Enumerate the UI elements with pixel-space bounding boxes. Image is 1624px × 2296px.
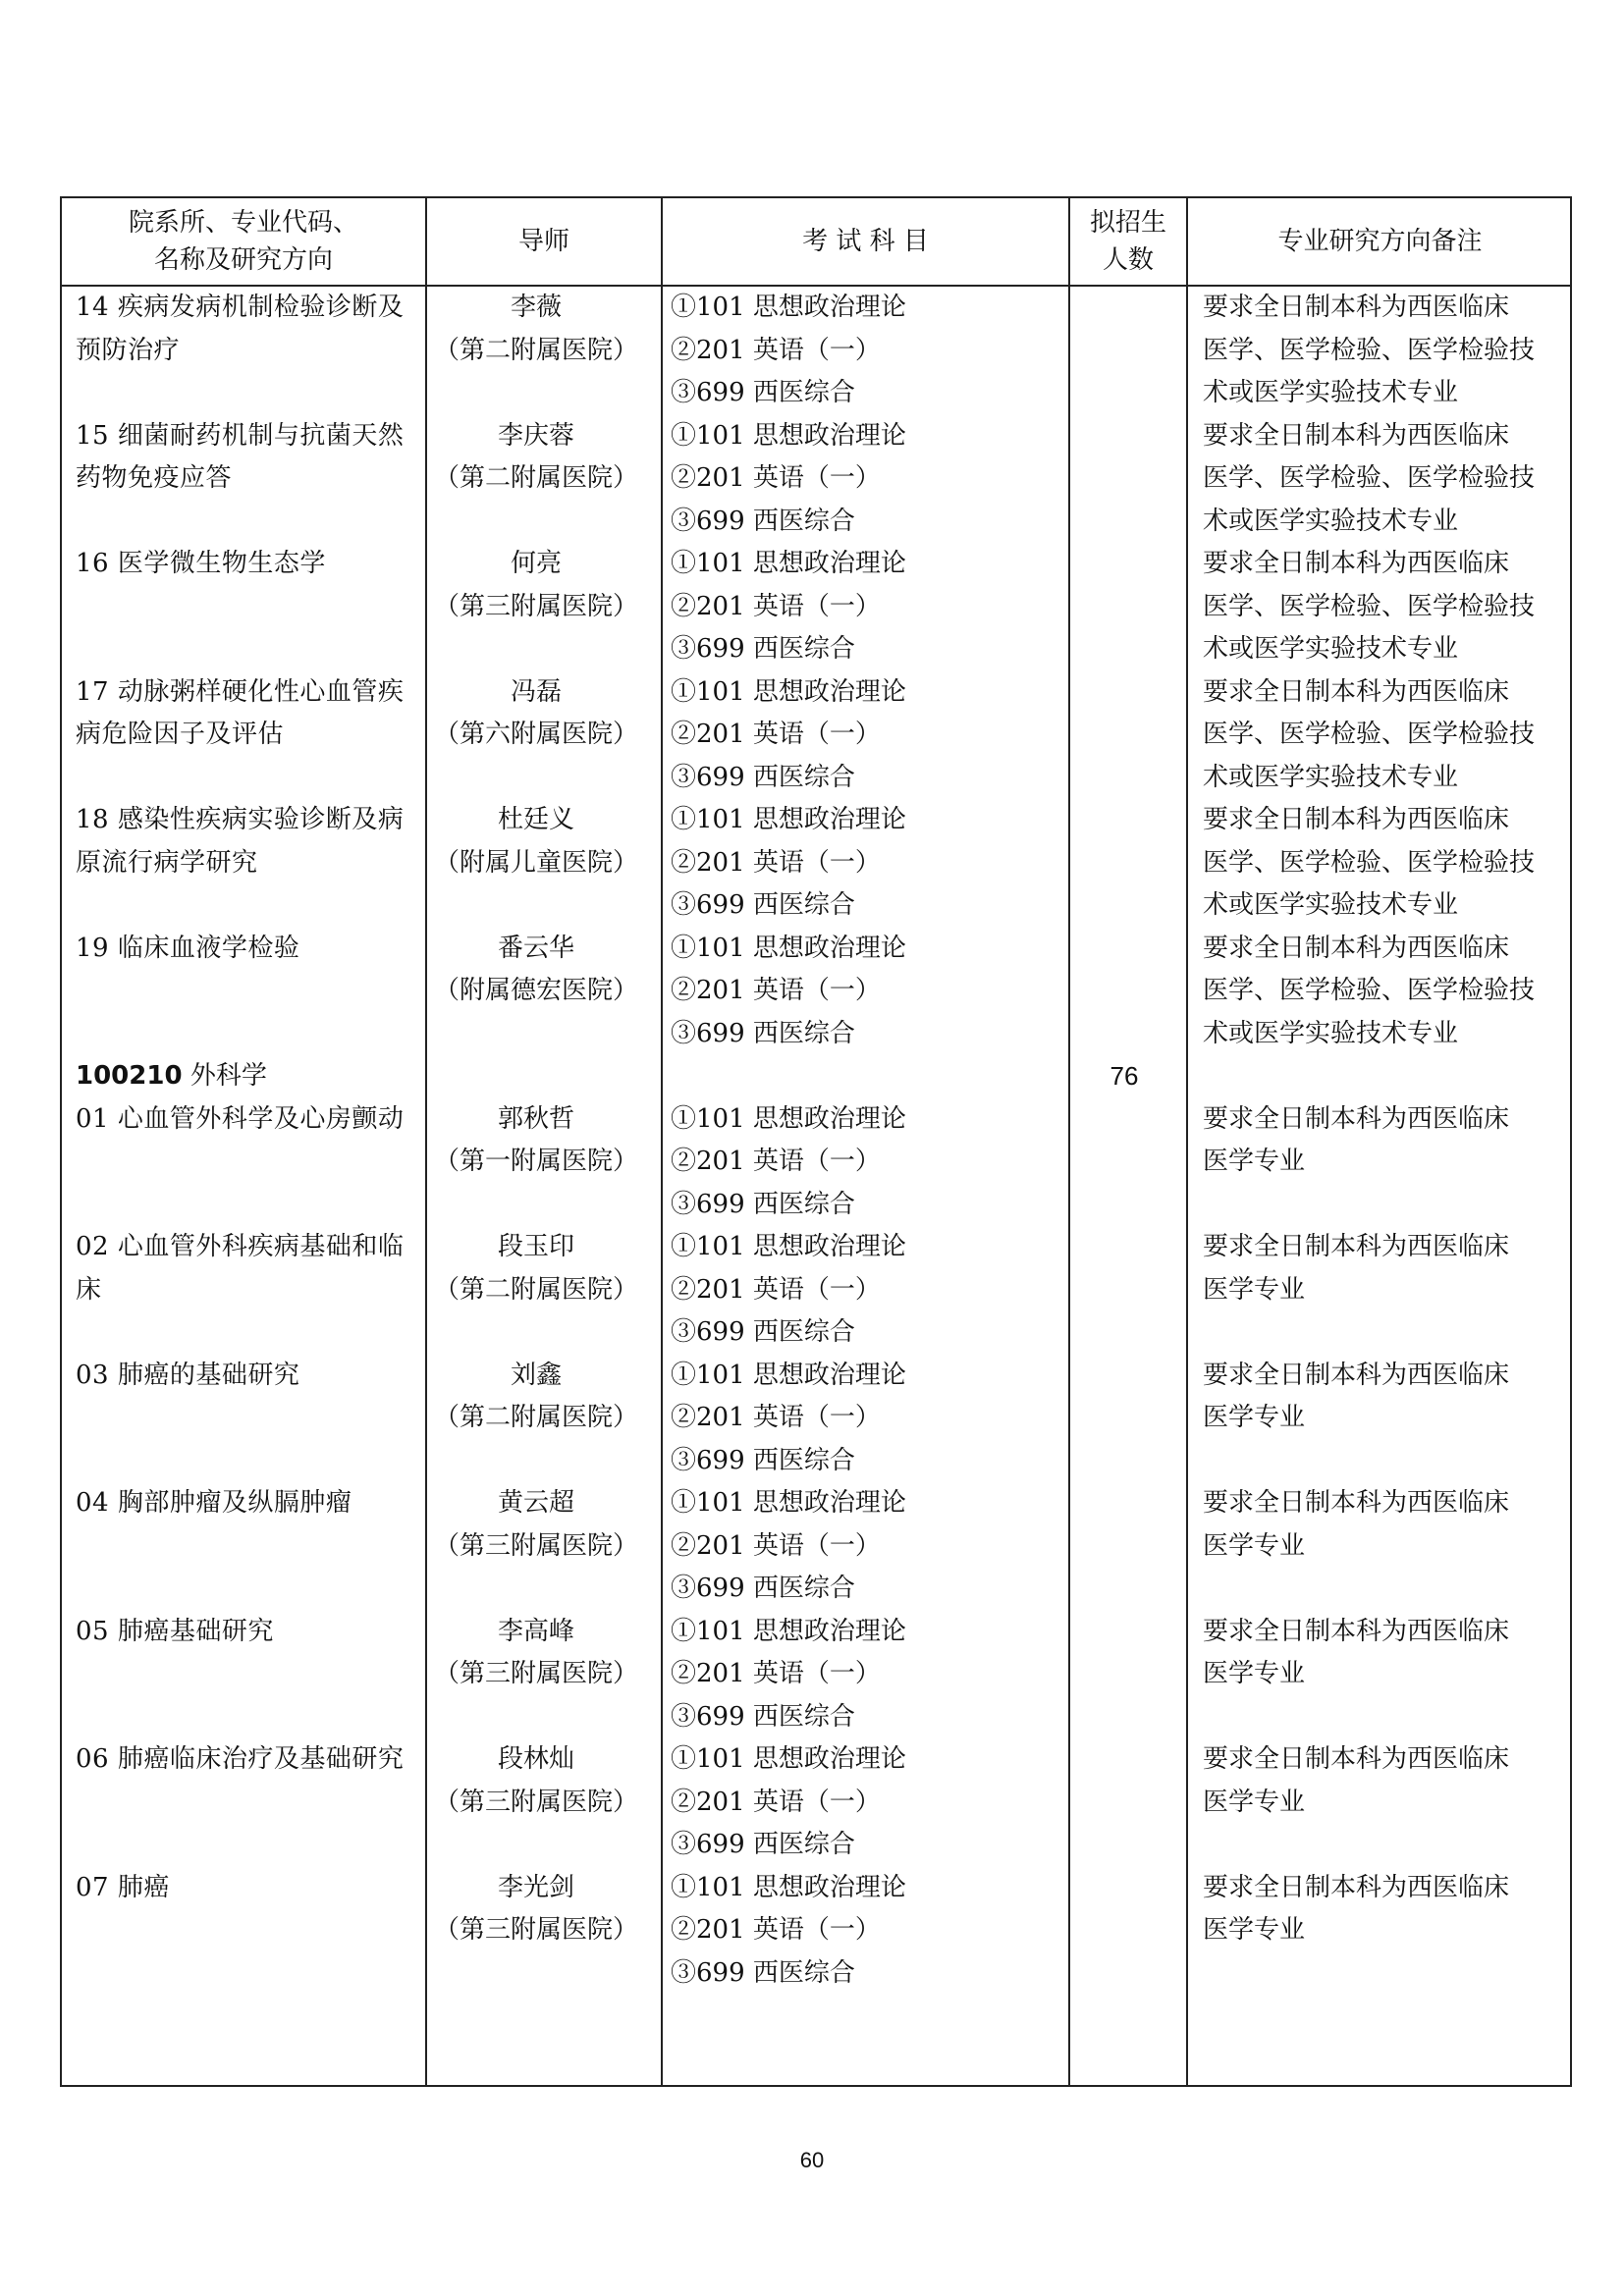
- header-quota-line1: 拟招生: [1089, 208, 1166, 238]
- note-line: 要求全日制本科为西医临床: [1203, 1488, 1510, 1518]
- header-notes-label: 专业研究方向备注: [1277, 227, 1483, 256]
- table-row: [62, 928, 1570, 1056]
- advisor-cell: [427, 671, 645, 757]
- note-line: 要求全日制本科为西医临床: [1203, 676, 1510, 707]
- exam-subject: ③699 西医综合: [671, 1189, 855, 1219]
- direction-note: [1203, 928, 1566, 1056]
- direction-note: [1203, 799, 1566, 928]
- exam-subject: ①101 思想政治理论: [671, 1103, 906, 1134]
- note-line: 要求全日制本科为西医临床: [1203, 933, 1510, 963]
- advisor-name: 杜廷义: [497, 805, 574, 834]
- advisor-cell: [427, 1355, 645, 1440]
- exam-subjects: [671, 543, 1054, 671]
- advisor-hospital: （第三附属医院）: [433, 1915, 638, 1945]
- exam-subject: ③699 西医综合: [671, 1018, 855, 1048]
- exam-subjects: [671, 415, 1054, 544]
- direction-note: [1203, 1355, 1566, 1440]
- table-row: [62, 1098, 1570, 1227]
- advisor-hospital: （第二附属医院）: [433, 1274, 638, 1305]
- header-exams-label: 考 试 科 目: [802, 227, 929, 256]
- advisor-name: 刘鑫: [510, 1360, 562, 1390]
- note-line: 医学、医学检验、医学检验技: [1203, 847, 1536, 878]
- exam-subject: ③699 西医综合: [671, 1317, 855, 1347]
- note-line: 医学、医学检验、医学检验技: [1203, 720, 1536, 749]
- exam-subjects: [671, 928, 1054, 1056]
- advisor-name: 李薇: [510, 293, 562, 322]
- exam-subjects: [671, 287, 1054, 415]
- exam-subject: ①101 思想政治理论: [671, 1744, 906, 1774]
- direction-note: [1203, 671, 1566, 800]
- direction-note: [1203, 1482, 1566, 1568]
- exam-subject: ③699 西医综合: [671, 506, 855, 536]
- advisor-cell: [427, 543, 645, 628]
- exam-subject: ①101 思想政治理论: [671, 1616, 906, 1646]
- note-line: 医学、医学检验、医学检验技: [1203, 976, 1536, 1005]
- exam-subject: ③699 西医综合: [671, 890, 855, 920]
- note-line: 医学专业: [1203, 1403, 1306, 1432]
- research-direction: 07 肺癌: [76, 1872, 170, 1902]
- major-code: 100210: [76, 1061, 183, 1091]
- exam-subject: ③699 西医综合: [671, 1830, 855, 1859]
- exam-subjects: [671, 1738, 1054, 1867]
- exam-subject: ①101 思想政治理论: [671, 1232, 906, 1261]
- note-line: 术或医学实验技术专业: [1203, 634, 1459, 664]
- exam-subject: ②201 英语（一）: [671, 591, 881, 621]
- research-direction: 15 细菌耐药机制与抗菌天然药物免疫应答: [76, 420, 405, 493]
- advisor-hospital: （第三附属医院）: [433, 591, 638, 621]
- note-line: 术或医学实验技术专业: [1203, 506, 1459, 536]
- advisor-hospital: （附属德宏医院）: [433, 976, 638, 1005]
- exam-subjects: [671, 1098, 1054, 1227]
- advisor-name: 郭秋哲: [497, 1103, 574, 1134]
- research-direction: 04 胸部肿瘤及纵膈肿瘤: [76, 1488, 352, 1518]
- major-name: 外科学: [189, 1061, 267, 1091]
- table-row: [62, 1226, 1570, 1355]
- note-line: 要求全日制本科为西医临床: [1203, 549, 1510, 578]
- exam-subject: ①101 思想政治理论: [671, 805, 906, 834]
- advisor-name: 何亮: [510, 549, 562, 578]
- note-line: 要求全日制本科为西医临床: [1203, 1744, 1510, 1774]
- advisor-cell: [427, 1482, 645, 1568]
- header-department-line1: 院系所、专业代码、: [128, 208, 358, 238]
- exam-subject: ②201 英语（一）: [671, 1403, 881, 1432]
- header-notes: [1188, 198, 1572, 285]
- table-body: [62, 287, 1570, 1995]
- major-title: [76, 1055, 415, 1098]
- note-line: 要求全日制本科为西医临床: [1203, 1360, 1510, 1390]
- table-row: [62, 1867, 1570, 1996]
- note-line: 医学专业: [1203, 1147, 1306, 1176]
- advisor-name: 李光剑: [497, 1872, 574, 1902]
- advisor-name: 番云华: [497, 933, 574, 963]
- note-line: 术或医学实验技术专业: [1203, 1018, 1459, 1048]
- direction-note: [1203, 1226, 1566, 1311]
- note-line: 要求全日制本科为西医临床: [1203, 805, 1510, 834]
- note-line: 要求全日制本科为西医临床: [1203, 1872, 1510, 1902]
- exam-subject: ③699 西医综合: [671, 762, 855, 792]
- advisor-cell: [427, 1611, 645, 1696]
- research-direction: 19 临床血液学检验: [76, 933, 300, 963]
- header-quota: [1070, 198, 1186, 285]
- exam-subject: ①101 思想政治理论: [671, 1360, 906, 1390]
- direction-note: [1203, 1738, 1566, 1824]
- research-direction: 02 心血管外科疾病基础和临床: [76, 1232, 405, 1305]
- table-row: [62, 1611, 1570, 1739]
- note-line: 医学专业: [1203, 1787, 1306, 1817]
- direction-note: [1203, 287, 1566, 415]
- exam-subject: ①101 思想政治理论: [671, 933, 906, 963]
- header-advisor: [427, 198, 661, 285]
- exam-subject: ②201 英语（一）: [671, 463, 881, 493]
- advisor-hospital: （第三附属医院）: [433, 1530, 638, 1561]
- research-direction: 06 肺癌临床治疗及基础研究: [76, 1744, 405, 1774]
- exam-subjects: [671, 1482, 1054, 1611]
- advisor-hospital: （第六附属医院）: [433, 720, 638, 749]
- page-number: 60: [799, 2148, 825, 2172]
- direction-note: [1203, 415, 1566, 544]
- note-line: 医学、医学检验、医学检验技: [1203, 335, 1536, 365]
- note-line: 要求全日制本科为西医临床: [1203, 1103, 1510, 1134]
- advisor-name: 黄云超: [497, 1488, 574, 1518]
- admissions-table: [60, 196, 1572, 2087]
- exam-subject: ③699 西医综合: [671, 1445, 855, 1475]
- note-line: 要求全日制本科为西医临床: [1203, 293, 1510, 322]
- note-line: 医学、医学检验、医学检验技: [1203, 463, 1536, 493]
- exam-subject: ③699 西医综合: [671, 1701, 855, 1732]
- advisor-hospital: （第三附属医院）: [433, 1659, 638, 1688]
- advisor-cell: [427, 1738, 645, 1824]
- note-line: 术或医学实验技术专业: [1203, 762, 1459, 792]
- exam-subject: ①101 思想政治理论: [671, 676, 906, 707]
- exam-subject: ②201 英语（一）: [671, 1915, 881, 1945]
- advisor-cell: [427, 1867, 645, 1952]
- advisor-cell: [427, 1098, 645, 1184]
- header-department-line2: 名称及研究方向: [153, 245, 333, 275]
- exam-subjects: [671, 1611, 1054, 1739]
- header-department: [62, 198, 425, 285]
- advisor-name: 段玉印: [497, 1232, 574, 1261]
- note-line: 术或医学实验技术专业: [1203, 890, 1459, 920]
- table-row: [62, 415, 1570, 544]
- advisor-hospital: （第二附属医院）: [433, 463, 638, 493]
- note-line: 要求全日制本科为西医临床: [1203, 420, 1510, 451]
- note-line: 医学专业: [1203, 1530, 1306, 1561]
- quota-value: 76: [1110, 1061, 1139, 1091]
- advisor-hospital: （第三附属医院）: [433, 1787, 638, 1817]
- note-line: 医学专业: [1203, 1274, 1306, 1305]
- header-quota-line2: 人数: [1102, 245, 1154, 275]
- exam-subjects: [671, 799, 1054, 928]
- header-advisor-label: 导师: [517, 227, 569, 256]
- note-line: 术或医学实验技术专业: [1203, 378, 1459, 407]
- note-line: 医学专业: [1203, 1659, 1306, 1688]
- research-direction: 14 疾病发病机制检验诊断及预防治疗: [76, 293, 405, 365]
- research-direction: 17 动脉粥样硬化性心血管疾病危险因子及评估: [76, 676, 405, 749]
- research-direction: 18 感染性疾病实验诊断及病原流行病学研究: [76, 805, 405, 878]
- exam-subject: ②201 英语（一）: [671, 976, 881, 1005]
- direction-note: [1203, 1611, 1566, 1696]
- table-row: [62, 1482, 1570, 1611]
- table-row: [62, 1738, 1570, 1867]
- exam-subject: ③699 西医综合: [671, 1957, 855, 1988]
- note-line: 要求全日制本科为西医临床: [1203, 1232, 1510, 1261]
- advisor-cell: [427, 799, 645, 884]
- exam-subjects: [671, 1226, 1054, 1355]
- exam-subject: ②201 英语（一）: [671, 847, 881, 878]
- major-row: [62, 1055, 1570, 1098]
- table-row: [62, 799, 1570, 928]
- advisor-hospital: （第一附属医院）: [433, 1147, 638, 1176]
- direction-note: [1203, 1867, 1566, 1952]
- exam-subject: ②201 英语（一）: [671, 720, 881, 749]
- table-row: [62, 671, 1570, 800]
- exam-subject: ①101 思想政治理论: [671, 549, 906, 578]
- exam-subject: ①101 思想政治理论: [671, 1488, 906, 1518]
- advisor-hospital: （第二附属医院）: [433, 335, 638, 365]
- exam-subjects: [671, 1867, 1054, 1996]
- note-line: 医学、医学检验、医学检验技: [1203, 591, 1536, 621]
- header-exams: [663, 198, 1068, 285]
- direction-note: [1203, 1098, 1566, 1184]
- research-direction: 05 肺癌基础研究: [76, 1616, 274, 1646]
- exam-subject: ②201 英语（一）: [671, 1787, 881, 1817]
- exam-subject: ①101 思想政治理论: [671, 1872, 906, 1902]
- exam-subject: ②201 英语（一）: [671, 1274, 881, 1305]
- exam-subject: ②201 英语（一）: [671, 1147, 881, 1176]
- research-direction: 03 肺癌的基础研究: [76, 1360, 300, 1390]
- direction-note: [1203, 543, 1566, 671]
- table-row: [62, 1355, 1570, 1483]
- exam-subjects: [671, 1355, 1054, 1483]
- table-row: [62, 287, 1570, 415]
- exam-subject: ③699 西医综合: [671, 634, 855, 664]
- exam-subject: ②201 英语（一）: [671, 335, 881, 365]
- table-row: [62, 543, 1570, 671]
- advisor-hospital: （第二附属医院）: [433, 1403, 638, 1432]
- advisor-hospital: （附属儿童医院）: [433, 847, 638, 878]
- note-line: 要求全日制本科为西医临床: [1203, 1616, 1510, 1646]
- exam-subject: ①101 思想政治理论: [671, 420, 906, 451]
- exam-subject: ③699 西医综合: [671, 1574, 855, 1603]
- advisor-cell: [427, 415, 645, 501]
- research-direction: 01 心血管外科学及心房颤动: [76, 1103, 405, 1134]
- exam-subjects: [671, 671, 1054, 800]
- advisor-cell: [427, 1226, 645, 1311]
- exam-subject: ②201 英语（一）: [671, 1530, 881, 1561]
- advisor-name: 冯磊: [510, 676, 562, 707]
- advisor-cell: [427, 287, 645, 372]
- exam-subject: ①101 思想政治理论: [671, 293, 906, 322]
- exam-subject: ②201 英语（一）: [671, 1659, 881, 1688]
- advisor-name: 李庆蓉: [497, 420, 574, 451]
- advisor-name: 李高峰: [497, 1616, 574, 1646]
- note-line: 医学专业: [1203, 1915, 1306, 1945]
- advisor-cell: [427, 928, 645, 1013]
- advisor-name: 段林灿: [497, 1744, 574, 1774]
- exam-subject: ③699 西医综合: [671, 378, 855, 407]
- research-direction: 16 医学微生物生态学: [76, 549, 326, 578]
